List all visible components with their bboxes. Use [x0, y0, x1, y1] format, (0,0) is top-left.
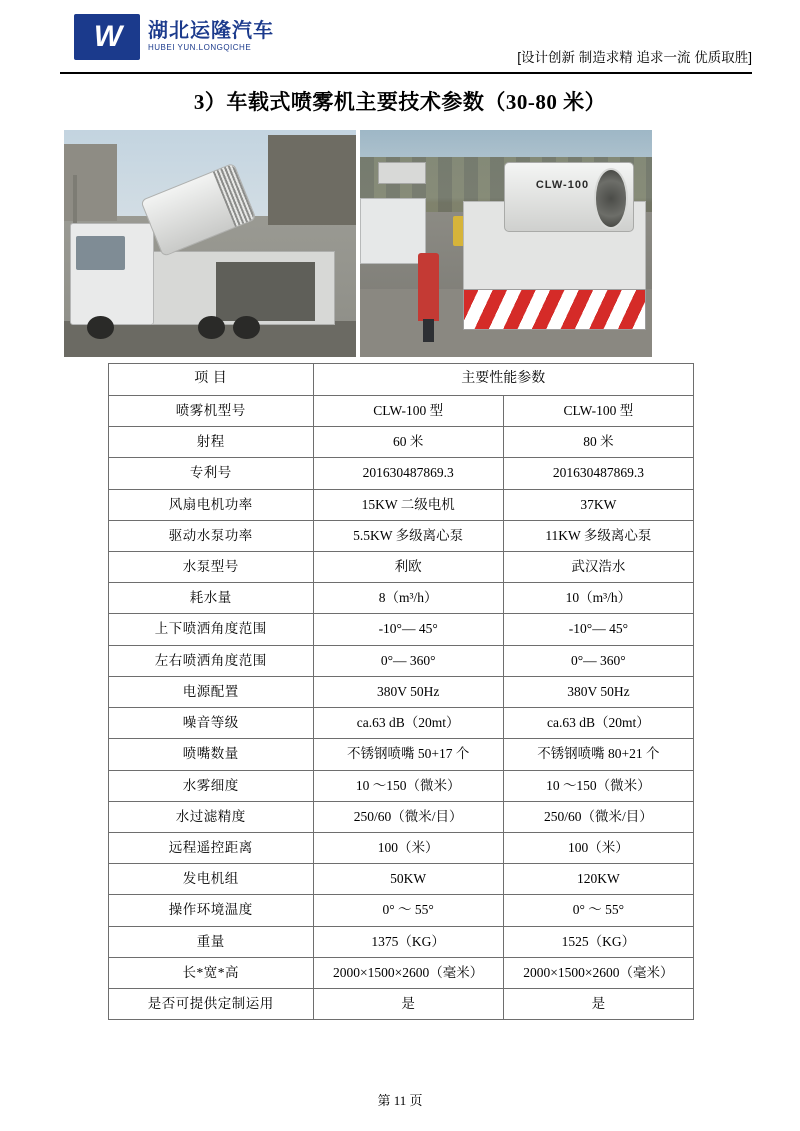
table-header-item: 项 目 — [109, 364, 314, 396]
photo1-truck-tank — [216, 262, 315, 321]
table-row — [109, 395, 694, 426]
row-value-a: 0°— 360° — [313, 645, 503, 676]
row-value-a: -10°— 45° — [313, 614, 503, 645]
photo1-building-right — [268, 135, 356, 226]
row-value-b: -10°— 45° — [503, 614, 693, 645]
row-label: 射程 — [109, 427, 314, 458]
row-value-a: CLW-100 型 — [313, 395, 503, 426]
row-value-b: 100（米） — [503, 832, 693, 863]
row-value-a: 8（m³/h） — [313, 583, 503, 614]
photo1-cab-window — [76, 236, 125, 270]
row-value-b: 250/60（微米/目） — [503, 801, 693, 832]
row-value-b: 10（m³/h） — [503, 583, 693, 614]
row-label: 喷雾机型号 — [109, 395, 314, 426]
table-row — [109, 645, 694, 676]
table-row — [109, 427, 694, 458]
row-value-a: 100（米） — [313, 832, 503, 863]
row-value-a: 1375（KG） — [313, 926, 503, 957]
row-value-a: 201630487869.3 — [313, 458, 503, 489]
row-value-b: 不锈钢喷嘴 80+21 个 — [503, 739, 693, 770]
table-row — [109, 520, 694, 551]
photo-cannon-truck-side — [64, 130, 356, 357]
table-row — [109, 832, 694, 863]
company-slogan: [设计创新 制造求精 追求一流 优质取胜] — [517, 50, 752, 65]
table-row — [109, 551, 694, 582]
row-value-a: 0° ～ 55° — [313, 895, 503, 926]
row-value-a: 利欧 — [313, 551, 503, 582]
row-label: 噪音等级 — [109, 708, 314, 739]
spec-table — [108, 363, 694, 1020]
row-value-b: 是 — [503, 989, 693, 1020]
table-row — [109, 895, 694, 926]
table-row — [109, 926, 694, 957]
row-value-b: 380V 50Hz — [503, 676, 693, 707]
row-label: 长*宽*高 — [109, 957, 314, 988]
table-row — [109, 770, 694, 801]
logo-letter: W — [93, 20, 121, 53]
logo-company-name-cn: 湖北运隆汽车 — [148, 20, 274, 43]
photo-cannon-truck-rear — [360, 130, 652, 357]
row-value-b: 10 ～150（微米） — [503, 770, 693, 801]
photo1-truck-cab — [70, 223, 154, 325]
row-label: 上下喷洒角度范围 — [109, 614, 314, 645]
table-row — [109, 614, 694, 645]
logo-mark-icon — [74, 14, 140, 60]
photo2-fan-icon — [594, 168, 629, 229]
row-value-b: 0° ～ 55° — [503, 895, 693, 926]
page-title: 3）车载式喷雾机主要技术参数（30-80 米） — [193, 90, 607, 114]
row-label: 是否可提供定制运用 — [109, 989, 314, 1020]
photo2-model-label: CLW-100 — [535, 179, 590, 192]
photo2-spray-cannon — [504, 162, 634, 232]
row-value-a: 60 米 — [313, 427, 503, 458]
table-row — [109, 489, 694, 520]
row-value-b: 80 米 — [503, 427, 693, 458]
photo1-wheel — [87, 316, 113, 339]
row-value-b: 武汉浩水 — [503, 551, 693, 582]
table-row — [109, 676, 694, 707]
table-row — [109, 957, 694, 988]
photo2-hazard-stripes — [463, 289, 646, 330]
row-label: 远程遥控距离 — [109, 832, 314, 863]
row-value-b: 37KW — [503, 489, 693, 520]
row-value-a: 50KW — [313, 864, 503, 895]
row-value-b: 1525（KG） — [503, 926, 693, 957]
row-value-b: 2000×1500×2600（毫米） — [503, 957, 693, 988]
row-value-b: 201630487869.3 — [503, 458, 693, 489]
logo-company-name-en: HUBEI YUN.LONGQICHE — [148, 43, 252, 53]
row-label: 操作环境温度 — [109, 895, 314, 926]
company-logo — [74, 14, 274, 60]
row-value-a: ca.63 dB（20mt） — [313, 708, 503, 739]
row-label: 重量 — [109, 926, 314, 957]
row-value-a: 15KW 二级电机 — [313, 489, 503, 520]
row-label: 水过滤精度 — [109, 801, 314, 832]
row-value-b: 0°— 360° — [503, 645, 693, 676]
row-value-b: ca.63 dB（20mt） — [503, 708, 693, 739]
row-label: 水泵型号 — [109, 551, 314, 582]
row-value-a: 380V 50Hz — [313, 676, 503, 707]
row-label: 左右喷洒角度范围 — [109, 645, 314, 676]
row-value-b: 11KW 多级离心泵 — [503, 520, 693, 551]
row-label: 驱动水泵功率 — [109, 520, 314, 551]
photo-gallery — [64, 130, 652, 357]
row-label: 耗水量 — [109, 583, 314, 614]
row-value-a: 不锈钢喷嘴 50+17 个 — [313, 739, 503, 770]
photo1-wheel — [198, 316, 224, 339]
photo2-banner — [378, 162, 427, 184]
photo2-person — [418, 253, 438, 321]
table-header-params: 主要性能参数 — [313, 364, 693, 396]
row-label: 喷嘴数量 — [109, 739, 314, 770]
row-value-a: 250/60（微米/目） — [313, 801, 503, 832]
photo1-wheel — [233, 316, 259, 339]
row-value-a: 是 — [313, 989, 503, 1020]
table-row — [109, 864, 694, 895]
page-footer: 第 11 页 — [377, 1093, 423, 1108]
row-value-b: 120KW — [503, 864, 693, 895]
row-label: 专利号 — [109, 458, 314, 489]
table-row — [109, 739, 694, 770]
row-value-a: 5.5KW 多级离心泵 — [313, 520, 503, 551]
row-value-a: 2000×1500×2600（毫米） — [313, 957, 503, 988]
row-label: 电源配置 — [109, 676, 314, 707]
row-label: 水雾细度 — [109, 770, 314, 801]
table-row — [109, 583, 694, 614]
logo-text — [148, 21, 274, 52]
table-row — [109, 708, 694, 739]
table-row — [109, 458, 694, 489]
table-row — [109, 801, 694, 832]
row-label: 风扇电机功率 — [109, 489, 314, 520]
row-value-a: 10 ～150（微米） — [313, 770, 503, 801]
row-label: 发电机组 — [109, 864, 314, 895]
table-row — [109, 989, 694, 1020]
table-header-row — [109, 364, 694, 396]
photo2-white-van — [360, 198, 426, 264]
row-value-b: CLW-100 型 — [503, 395, 693, 426]
page-header — [60, 14, 752, 72]
header-divider — [60, 72, 752, 74]
spec-table-body — [109, 364, 694, 1020]
